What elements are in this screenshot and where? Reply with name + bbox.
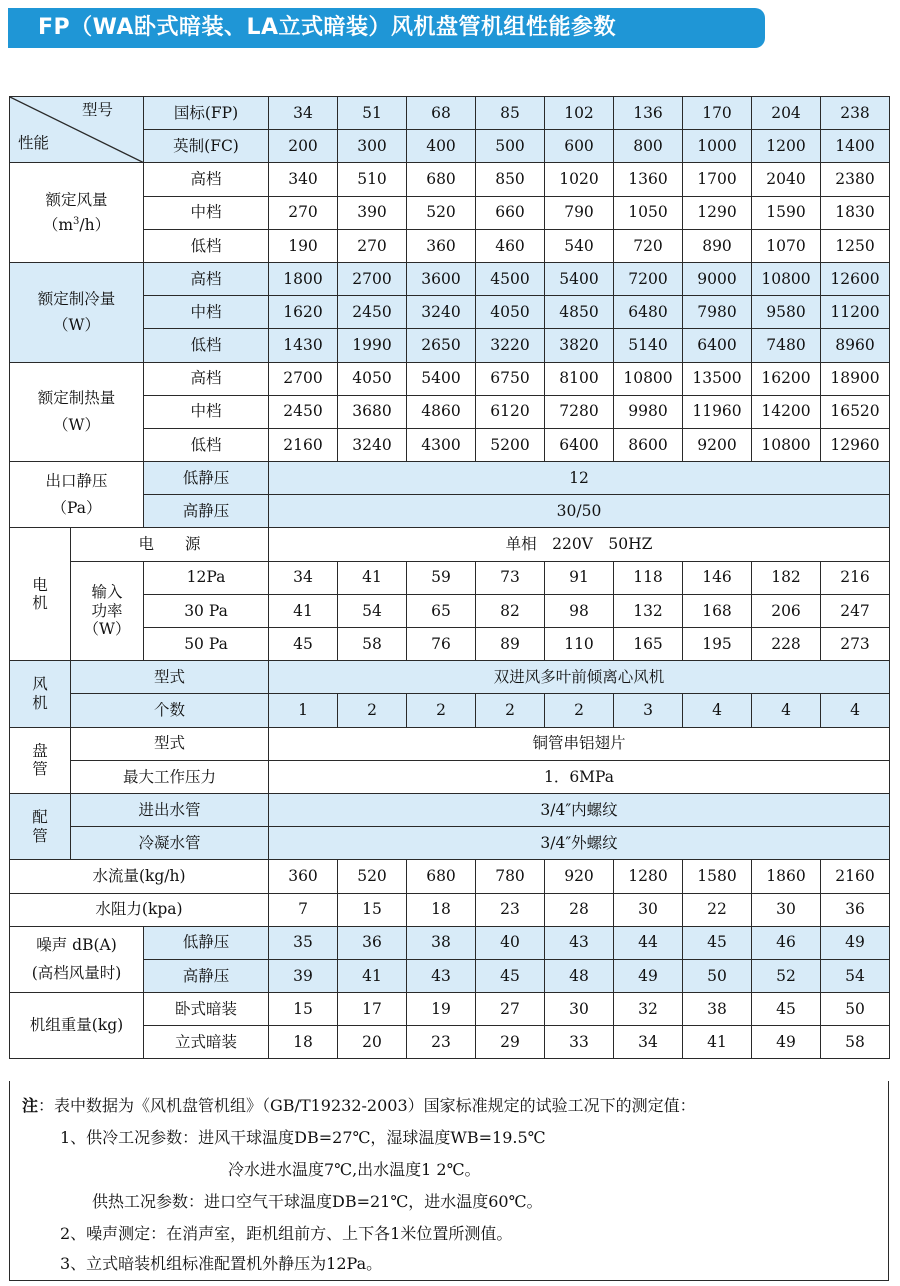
value-cell: 15 — [269, 993, 338, 1026]
value-cell: 7480 — [752, 329, 821, 362]
value-cell: 59 — [407, 561, 476, 594]
fc-cell: 600 — [545, 130, 614, 163]
value-cell: 1430 — [269, 329, 338, 362]
value-cell: 28 — [545, 893, 614, 926]
value-cell: 34 — [614, 1026, 683, 1059]
heating-unit: （W） — [53, 415, 100, 434]
value-cell: 2160 — [269, 428, 338, 461]
value-cell: 720 — [614, 229, 683, 262]
water-resistance-label: 水阻力(kpa) — [10, 893, 269, 926]
value-cell: 510 — [338, 163, 407, 196]
value-cell: 270 — [269, 196, 338, 229]
coil-label-2: 管 — [32, 760, 48, 779]
value-cell: 36 — [338, 926, 407, 959]
level-label: 中档 — [144, 296, 269, 329]
value-cell: 50 — [683, 959, 752, 992]
value-cell: 12600 — [821, 262, 890, 295]
value-cell: 38 — [407, 926, 476, 959]
noise-row — [10, 926, 890, 959]
note-lead-bold: 注 — [22, 1096, 39, 1115]
water-resistance-row — [10, 893, 890, 926]
heating-label: 额定制热量 — [37, 389, 116, 408]
fp-label: 国标(FP) — [144, 97, 269, 130]
fc-cell: 800 — [614, 130, 683, 163]
value-cell: 680 — [407, 163, 476, 196]
value-cell: 10800 — [752, 428, 821, 461]
static-pressure-row — [10, 462, 890, 495]
weight-row — [10, 993, 890, 1026]
value-cell: 1360 — [614, 163, 683, 196]
value-cell: 49 — [614, 959, 683, 992]
value-cell: 2 — [476, 694, 545, 727]
value-cell: 45 — [476, 959, 545, 992]
level-label: 中档 — [144, 196, 269, 229]
airflow-unit-post: /h） — [79, 215, 111, 234]
value-cell: 790 — [545, 196, 614, 229]
fc-cell: 500 — [476, 130, 545, 163]
value-cell: 182 — [752, 561, 821, 594]
value-cell: 29 — [476, 1026, 545, 1059]
level-label: 高静压 — [144, 959, 269, 992]
value-cell: 146 — [683, 561, 752, 594]
value-cell: 2450 — [269, 395, 338, 428]
value-cell: 216 — [821, 561, 890, 594]
value-cell: 23 — [476, 893, 545, 926]
value-cell: 390 — [338, 196, 407, 229]
value-cell: 23 — [407, 1026, 476, 1059]
value-cell: 45 — [683, 926, 752, 959]
value-cell: 660 — [476, 196, 545, 229]
level-label: 低静压 — [144, 462, 269, 495]
value-cell: 50 — [821, 993, 890, 1026]
value-cell: 8960 — [821, 329, 890, 362]
value-cell: 32 — [614, 993, 683, 1026]
page-title: FP（WA卧式暗装、LA立式暗装）风机盘管机组性能参数 — [38, 15, 617, 40]
value-cell: 16520 — [821, 395, 890, 428]
value-cell: 1800 — [269, 262, 338, 295]
value-cell: 27 — [476, 993, 545, 1026]
value-cell: 5140 — [614, 329, 683, 362]
fc-cell: 300 — [338, 130, 407, 163]
value-cell: 54 — [338, 594, 407, 627]
motor-row — [10, 561, 890, 594]
value-cell: 7280 — [545, 395, 614, 428]
fp-cell: 102 — [545, 97, 614, 130]
value-cell: 680 — [407, 860, 476, 893]
level-label: 高档 — [144, 262, 269, 295]
value-cell: 40 — [476, 926, 545, 959]
value-cell: 11960 — [683, 395, 752, 428]
piping-group-label — [10, 793, 71, 859]
fc-label: 英制(FC) — [144, 130, 269, 163]
value-cell: 1070 — [752, 229, 821, 262]
value-cell: 206 — [752, 594, 821, 627]
value-cell: 14200 — [752, 395, 821, 428]
value-cell: 2 — [545, 694, 614, 727]
level-label: 50 Pa — [144, 628, 269, 661]
fan-row — [10, 661, 890, 694]
power-supply-value: 单相 220V 50HZ — [269, 528, 890, 561]
diagonal-header-cell — [10, 97, 144, 163]
value-cell: 228 — [752, 628, 821, 661]
level-label: 高档 — [144, 163, 269, 196]
level-label: 中档 — [144, 395, 269, 428]
value-cell: 1990 — [338, 329, 407, 362]
value-cell: 39 — [269, 959, 338, 992]
fp-cell: 68 — [407, 97, 476, 130]
value-cell: 5400 — [545, 262, 614, 295]
level-label: 12Pa — [144, 561, 269, 594]
cooling-row — [10, 262, 890, 295]
fan-type-label: 型式 — [71, 661, 269, 694]
airflow-label: 额定风量 — [45, 190, 108, 209]
piping-row — [10, 827, 890, 860]
value-cell: 7980 — [683, 296, 752, 329]
coil-row — [10, 760, 890, 793]
note-line-3: 供热工况参数：进口空气干球温度DB=21℃，进水温度60℃。 — [92, 1192, 543, 1211]
value-cell: 30 — [545, 993, 614, 1026]
motor-label-1: 电 — [32, 575, 48, 594]
noise-label-2: (高档风量时) — [31, 964, 122, 983]
fp-cell: 238 — [821, 97, 890, 130]
value-cell: 49 — [752, 1026, 821, 1059]
cooling-label: 额定制冷量 — [37, 289, 116, 308]
coil-group-label — [10, 727, 71, 793]
coil-type-label: 型式 — [71, 727, 269, 760]
value-cell: 4860 — [407, 395, 476, 428]
value-cell: 2450 — [338, 296, 407, 329]
value-cell: 2700 — [338, 262, 407, 295]
coil-row — [10, 727, 890, 760]
value-cell: 920 — [545, 860, 614, 893]
value-cell: 18 — [269, 1026, 338, 1059]
static-pressure-group-label — [10, 462, 144, 528]
value-cell: 6480 — [614, 296, 683, 329]
value-cell: 460 — [476, 229, 545, 262]
fc-cell: 200 — [269, 130, 338, 163]
note-line-1: 1、供冷工况参数：进风干球温度DB=27℃，湿球温度WB=19.5℃ — [60, 1128, 546, 1147]
fc-cell: 400 — [407, 130, 476, 163]
value-cell: 34 — [269, 561, 338, 594]
value-cell: 110 — [545, 628, 614, 661]
motor-group-label — [10, 528, 71, 661]
airflow-unit — [10, 216, 143, 235]
value-cell: 7 — [269, 893, 338, 926]
value-cell: 4 — [683, 694, 752, 727]
input-power-line-3: （W） — [83, 620, 131, 639]
value-cell: 520 — [338, 860, 407, 893]
value-cell: 30 — [752, 893, 821, 926]
value-cell: 82 — [476, 594, 545, 627]
value-cell: 52 — [752, 959, 821, 992]
value-cell: 9580 — [752, 296, 821, 329]
value-cell: 4 — [752, 694, 821, 727]
value-cell: 3680 — [338, 395, 407, 428]
fp-cell: 51 — [338, 97, 407, 130]
value-cell: 3600 — [407, 262, 476, 295]
value-cell: 3220 — [476, 329, 545, 362]
value-cell: 20 — [338, 1026, 407, 1059]
note-line-4: 2、噪声测定：在消声室，距机组前方、上下各1米位置所测值。 — [60, 1224, 513, 1243]
value-cell: 780 — [476, 860, 545, 893]
value-cell: 4050 — [476, 296, 545, 329]
level-label: 低档 — [144, 428, 269, 461]
value-cell: 45 — [269, 628, 338, 661]
coil-label-1: 盘 — [32, 741, 48, 760]
fp-cell: 170 — [683, 97, 752, 130]
value-cell: 2040 — [752, 163, 821, 196]
value-cell: 5400 — [407, 362, 476, 395]
value-cell: 49 — [821, 926, 890, 959]
value-cell: 41 — [338, 561, 407, 594]
diag-bottom-label: 性能 — [18, 133, 50, 152]
value-cell: 54 — [821, 959, 890, 992]
value-cell: 247 — [821, 594, 890, 627]
value-cell: 43 — [407, 959, 476, 992]
value-cell: 58 — [338, 628, 407, 661]
value-cell: 2160 — [821, 860, 890, 893]
value-cell: 1250 — [821, 229, 890, 262]
fc-cell: 1400 — [821, 130, 890, 163]
value-cell: 270 — [338, 229, 407, 262]
drain-pipe-value: 3/4″外螺纹 — [269, 827, 890, 860]
value-cell: 360 — [407, 229, 476, 262]
value-cell: 98 — [545, 594, 614, 627]
value-cell: 195 — [683, 628, 752, 661]
water-flow-row — [10, 860, 890, 893]
value-cell: 3240 — [407, 296, 476, 329]
diag-top-label: 型号 — [81, 101, 113, 119]
value-cell: 9200 — [683, 428, 752, 461]
level-label: 卧式暗装 — [144, 993, 269, 1026]
motor-label-2: 机 — [32, 594, 48, 613]
water-flow-label: 水流量(kg/h) — [10, 860, 269, 893]
value-cell: 4050 — [338, 362, 407, 395]
value-cell: 43 — [545, 926, 614, 959]
value-cell: 76 — [407, 628, 476, 661]
note-line-2: 冷水进水温度7℃,出水温度1 2℃。 — [228, 1160, 481, 1179]
value-cell: 13500 — [683, 362, 752, 395]
value-cell: 10800 — [614, 362, 683, 395]
value-cell: 1 — [269, 694, 338, 727]
value-cell: 4 — [821, 694, 890, 727]
value-cell: 45 — [752, 993, 821, 1026]
value-cell: 1050 — [614, 196, 683, 229]
value-cell: 6120 — [476, 395, 545, 428]
fp-cell: 34 — [269, 97, 338, 130]
value-cell: 41 — [269, 594, 338, 627]
value-cell: 1280 — [614, 860, 683, 893]
value-cell: 18 — [407, 893, 476, 926]
cooling-group-label — [10, 262, 144, 362]
value-cell: 58 — [821, 1026, 890, 1059]
value-cell: 36 — [821, 893, 890, 926]
fc-cell: 1000 — [683, 130, 752, 163]
motor-row — [10, 528, 890, 561]
value-cell: 65 — [407, 594, 476, 627]
fc-cell: 1200 — [752, 130, 821, 163]
value-cell: 33 — [545, 1026, 614, 1059]
piping-label-1: 配 — [32, 808, 48, 827]
airflow-group-label — [10, 163, 144, 263]
value-cell: 3820 — [545, 329, 614, 362]
value-cell: 132 — [614, 594, 683, 627]
value-cell: 89 — [476, 628, 545, 661]
title-banner — [8, 8, 765, 48]
diagonal-line — [10, 97, 143, 162]
value-cell: 118 — [614, 561, 683, 594]
value-cell: 1580 — [683, 860, 752, 893]
value-cell: 44 — [614, 926, 683, 959]
value-cell: 520 — [407, 196, 476, 229]
inout-pipe-value: 3/4″内螺纹 — [269, 793, 890, 826]
value-cell: 540 — [545, 229, 614, 262]
value-cell: 2700 — [269, 362, 338, 395]
level-label: 低静压 — [144, 926, 269, 959]
level-label: 低档 — [144, 229, 269, 262]
input-power-line-2: 功率 — [91, 601, 123, 620]
value-cell: 190 — [269, 229, 338, 262]
value-cell: 165 — [614, 628, 683, 661]
value-cell: 2650 — [407, 329, 476, 362]
value-cell: 850 — [476, 163, 545, 196]
merged-value-cell: 12 — [269, 462, 890, 495]
fp-cell: 204 — [752, 97, 821, 130]
level-label: 立式暗装 — [144, 1026, 269, 1059]
input-power-label — [71, 561, 144, 661]
value-cell: 3240 — [338, 428, 407, 461]
fan-row — [10, 694, 890, 727]
value-cell: 1620 — [269, 296, 338, 329]
fan-type-value: 双进风多叶前倾离心风机 — [269, 661, 890, 694]
value-cell: 91 — [545, 561, 614, 594]
value-cell: 9000 — [683, 262, 752, 295]
drain-pipe-label: 冷凝水管 — [71, 827, 269, 860]
value-cell: 1700 — [683, 163, 752, 196]
weight-label: 机组重量(kg) — [10, 993, 144, 1059]
value-cell: 35 — [269, 926, 338, 959]
value-cell: 7200 — [614, 262, 683, 295]
value-cell: 17 — [338, 993, 407, 1026]
value-cell: 2380 — [821, 163, 890, 196]
value-cell: 6400 — [683, 329, 752, 362]
value-cell: 2 — [407, 694, 476, 727]
coil-pressure-value: 1．6MPa — [269, 760, 890, 793]
inout-pipe-label: 进出水管 — [71, 793, 269, 826]
level-label: 高档 — [144, 362, 269, 395]
fan-count-label: 个数 — [71, 694, 269, 727]
value-cell: 890 — [683, 229, 752, 262]
value-cell: 4300 — [407, 428, 476, 461]
value-cell: 16200 — [752, 362, 821, 395]
notes-box — [9, 1081, 889, 1281]
value-cell: 8600 — [614, 428, 683, 461]
value-cell: 48 — [545, 959, 614, 992]
value-cell: 15 — [338, 893, 407, 926]
piping-row — [10, 793, 890, 826]
value-cell: 41 — [338, 959, 407, 992]
value-cell: 6400 — [545, 428, 614, 461]
value-cell: 10800 — [752, 262, 821, 295]
airflow-unit-sup: 3 — [73, 215, 80, 227]
value-cell: 3 — [614, 694, 683, 727]
performance-table — [9, 96, 890, 1059]
note-lead-text: ：表中数据为《风机盘管机组》（GB/T19232-2003）国家标准规定的试验工况下的测定值： — [38, 1096, 696, 1115]
value-cell: 1590 — [752, 196, 821, 229]
value-cell: 4850 — [545, 296, 614, 329]
value-cell: 46 — [752, 926, 821, 959]
value-cell: 2 — [338, 694, 407, 727]
level-label: 低档 — [144, 329, 269, 362]
fan-label-2: 机 — [32, 693, 48, 712]
note-line-5: 3、立式暗装机组标准配置机外静压为12Pa。 — [60, 1254, 383, 1273]
value-cell: 11200 — [821, 296, 890, 329]
value-cell: 5200 — [476, 428, 545, 461]
fan-group-label — [10, 661, 71, 727]
airflow-row — [10, 163, 890, 196]
heating-group-label — [10, 362, 144, 462]
input-power-line-1: 输入 — [91, 583, 123, 602]
heating-row — [10, 362, 890, 395]
fp-cell: 136 — [614, 97, 683, 130]
value-cell: 38 — [683, 993, 752, 1026]
value-cell: 12960 — [821, 428, 890, 461]
fan-label-1: 风 — [32, 675, 48, 694]
fp-cell: 85 — [476, 97, 545, 130]
value-cell: 1830 — [821, 196, 890, 229]
value-cell: 41 — [683, 1026, 752, 1059]
value-cell: 4500 — [476, 262, 545, 295]
power-supply-label: 电 源 — [71, 528, 269, 561]
value-cell: 30 — [614, 893, 683, 926]
merged-value-cell: 30/50 — [269, 495, 890, 528]
note-lead — [22, 1093, 696, 1116]
value-cell: 1860 — [752, 860, 821, 893]
value-cell: 168 — [683, 594, 752, 627]
noise-group-label — [10, 926, 144, 992]
noise-label-1: 噪声 dB(A) — [36, 935, 117, 954]
value-cell: 73 — [476, 561, 545, 594]
value-cell: 273 — [821, 628, 890, 661]
level-label: 高静压 — [144, 495, 269, 528]
value-cell: 340 — [269, 163, 338, 196]
piping-label-2: 管 — [32, 826, 48, 845]
value-cell: 22 — [683, 893, 752, 926]
static-pressure-unit: （Pa） — [51, 498, 102, 517]
cooling-unit: （W） — [53, 316, 100, 335]
coil-pressure-label: 最大工作压力 — [71, 760, 269, 793]
airflow-unit-pre: （m — [42, 215, 74, 234]
value-cell: 9980 — [614, 395, 683, 428]
value-cell: 360 — [269, 860, 338, 893]
value-cell: 8100 — [545, 362, 614, 395]
coil-type-value: 铜管串铝翅片 — [269, 727, 890, 760]
static-pressure-label: 出口静压 — [45, 472, 108, 491]
value-cell: 1290 — [683, 196, 752, 229]
level-label: 30 Pa — [144, 594, 269, 627]
value-cell: 18900 — [821, 362, 890, 395]
header-row-fp — [10, 97, 890, 130]
value-cell: 6750 — [476, 362, 545, 395]
value-cell: 1020 — [545, 163, 614, 196]
value-cell: 19 — [407, 993, 476, 1026]
